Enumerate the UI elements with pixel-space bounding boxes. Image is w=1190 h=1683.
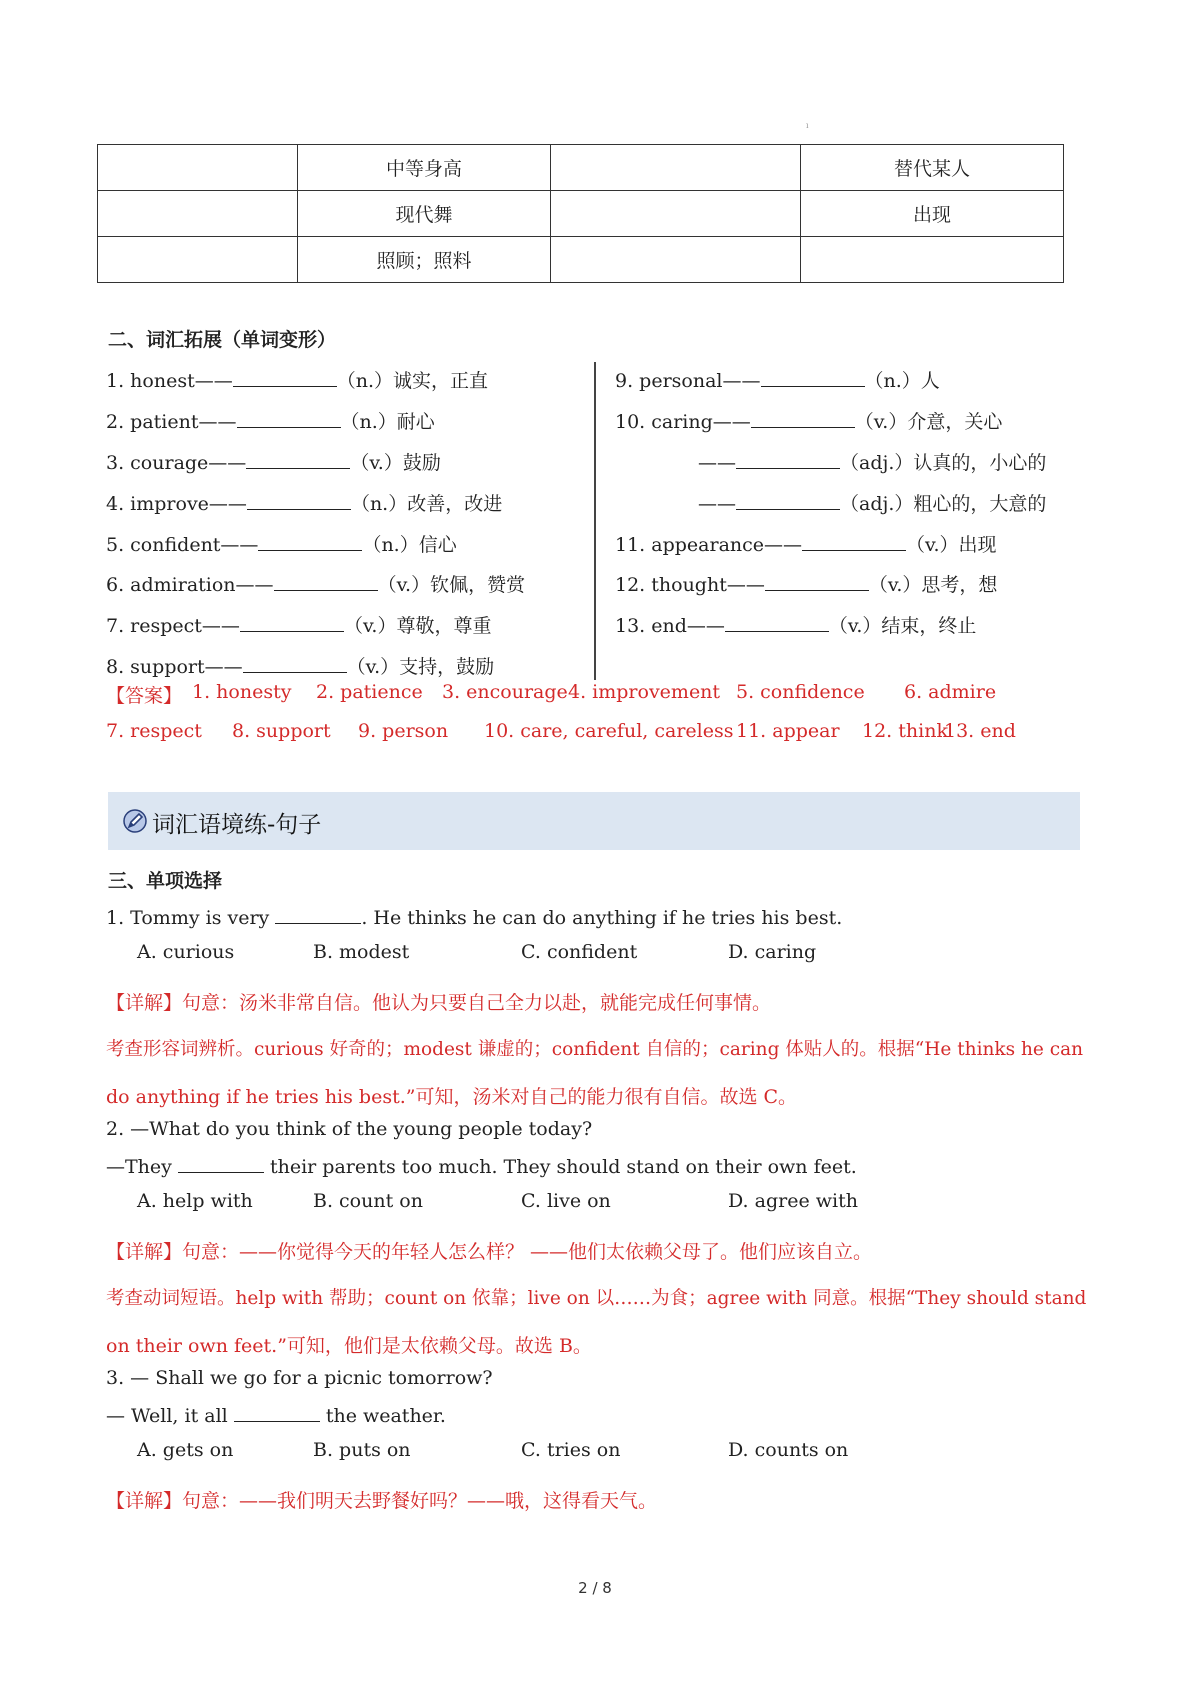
table-cell: 替代某人 — [801, 145, 1064, 191]
table-cell — [551, 191, 801, 237]
list-item — [615, 611, 976, 638]
item-gloss: （v.）出现 — [906, 534, 997, 556]
answer-blank[interactable] — [246, 450, 350, 469]
item-word: 8. support—— — [106, 656, 243, 678]
table-cell: 出现 — [801, 191, 1064, 237]
answer-blank[interactable] — [178, 1154, 264, 1173]
list-item — [106, 611, 491, 638]
answer-label: 【答案】 — [106, 685, 183, 707]
answer-item: 11. appear — [736, 720, 840, 742]
answer-blank[interactable] — [247, 491, 351, 510]
answer-blank[interactable] — [234, 1403, 320, 1422]
pencil-icon — [122, 808, 148, 834]
option-b[interactable]: B. puts on — [313, 1439, 411, 1461]
item-gloss: （v.）结束，终止 — [828, 615, 977, 637]
item-gloss: （adj.）粗心的，大意的 — [840, 493, 1047, 515]
answer-blank[interactable] — [240, 613, 344, 632]
table-cell — [98, 237, 298, 283]
item-word: —— — [698, 493, 736, 515]
answer-blank[interactable] — [802, 532, 906, 551]
answer-blank[interactable] — [736, 491, 840, 510]
list-item — [106, 448, 441, 475]
option-b[interactable]: B. modest — [313, 941, 410, 963]
item-gloss: （v.）介意，关心 — [854, 411, 1003, 433]
table-cell — [551, 145, 801, 191]
answer-item: 6. admire — [904, 681, 997, 703]
corner-mark: ı — [806, 121, 809, 130]
option-b[interactable]: B. count on — [313, 1190, 423, 1212]
answer-item: 3. encourage — [442, 681, 568, 703]
list-item — [615, 570, 997, 597]
list-item — [106, 366, 488, 393]
answer-item: 12. think — [862, 720, 948, 742]
explanation-text: 【详解】句意：——我们明天去野餐好吗？——哦，这得看天气。 — [106, 1490, 658, 1512]
answer-blank[interactable] — [765, 572, 869, 591]
stem-text: their parents too much. They should stand on their own feet. — [263, 1156, 857, 1178]
table-row — [98, 145, 1064, 191]
answer-item: 13. end — [944, 720, 1016, 742]
table-cell: 现代舞 — [298, 191, 551, 237]
list-item — [106, 652, 494, 679]
explanation-text: 【详解】句意：汤米非常自信。他认为只要自己全力以赴，就能完成任何事情。 — [106, 992, 772, 1014]
question-stem: 2. —What do you think of the young people today? — [106, 1118, 593, 1140]
list-item — [698, 489, 1046, 516]
item-gloss: （v.）尊敬，尊重 — [343, 615, 492, 637]
stem-text: 1. Tommy is very — [106, 907, 276, 929]
option-d[interactable]: D. counts on — [728, 1439, 849, 1461]
item-word: 1. honest—— — [106, 370, 233, 392]
section-banner — [108, 792, 1080, 850]
answer-blank[interactable] — [237, 409, 341, 428]
table-cell — [98, 191, 298, 237]
item-word: 7. respect—— — [106, 615, 240, 637]
answer-item: 2. patience — [316, 681, 423, 703]
section-heading: 二、词汇拓展（单词变形） — [108, 329, 337, 351]
stem-text: — Well, it all — [106, 1405, 234, 1427]
answer-item: 4. improvement — [568, 681, 721, 703]
item-gloss: （n.）信心 — [362, 534, 457, 556]
list-item — [106, 489, 502, 516]
item-gloss: （v.）鼓励 — [350, 452, 441, 474]
stem-text: . He thinks he can do anything if he tries his best. — [361, 907, 843, 929]
analysis-text: do anything if he tries his best.”可知，汤米对自己的能力很有自信。故选 C。 — [106, 1086, 798, 1108]
option-a[interactable]: A. curious — [137, 941, 235, 963]
item-word: 5. confident—— — [106, 534, 259, 556]
table-cell — [551, 237, 801, 283]
page-number: 2 / 8 — [578, 1579, 612, 1597]
answer-blank[interactable] — [258, 532, 362, 551]
answer-blank[interactable] — [274, 572, 378, 591]
answer-item: 7. respect — [106, 720, 202, 742]
column-divider — [594, 362, 596, 680]
vocab-table — [97, 144, 1064, 283]
item-word: 11. appearance—— — [615, 534, 803, 556]
answer-blank[interactable] — [751, 409, 855, 428]
list-item — [615, 530, 997, 557]
list-item — [106, 570, 525, 597]
item-gloss: （n.）人 — [864, 370, 940, 392]
item-word: 4. improve—— — [106, 493, 247, 515]
answer-blank[interactable] — [736, 450, 840, 469]
list-item — [615, 407, 1002, 434]
question-stem: 3. — Shall we go for a picnic tomorrow? — [106, 1367, 493, 1389]
item-gloss: （v.）思考，想 — [868, 574, 998, 596]
answer-blank[interactable] — [275, 905, 361, 924]
item-gloss: （n.）耐心 — [340, 411, 435, 433]
banner-title: 词汇语境练-句子 — [152, 812, 322, 838]
option-d[interactable]: D. caring — [728, 941, 817, 963]
item-gloss: （v.）支持，鼓励 — [346, 656, 495, 678]
answer-blank[interactable] — [761, 368, 865, 387]
item-word: —— — [698, 452, 736, 474]
analysis-text: 考查形容词辨析。curious 好奇的；modest 谦虚的；confident 自信的；caring 体贴人的。根据“He thinks he can — [106, 1039, 1084, 1060]
option-c[interactable]: C. tries on — [521, 1439, 621, 1461]
answer-item: 1. honesty — [192, 681, 292, 703]
list-item — [106, 530, 457, 557]
stem-text: the weather. — [319, 1405, 446, 1427]
item-word: 9. personal—— — [615, 370, 761, 392]
question-stem — [106, 1154, 857, 1178]
table-row — [98, 191, 1064, 237]
item-word: 10. caring—— — [615, 411, 751, 433]
item-word: 6. admiration—— — [106, 574, 274, 596]
answer-blank[interactable] — [233, 368, 337, 387]
item-gloss: （n.）改善，改进 — [350, 493, 503, 515]
answer-blank[interactable] — [725, 613, 829, 632]
analysis-text: 考查动词短语。help with 帮助；count on 依靠；live on 以……为食；agree with 同意。根据“They should stand — [106, 1288, 1087, 1309]
answer-blank[interactable] — [243, 654, 347, 673]
item-gloss: （n.）诚实，正直 — [336, 370, 488, 392]
table-row — [98, 237, 1064, 283]
item-gloss: （adj.）认真的，小心的 — [840, 452, 1047, 474]
question-stem — [106, 905, 842, 929]
item-word: 3. courage—— — [106, 452, 247, 474]
answer-item: 9. person — [358, 720, 449, 742]
table-cell — [801, 237, 1064, 283]
stem-text: —They — [106, 1156, 178, 1178]
answer-item: 10. care, careful, careless — [484, 720, 734, 742]
item-word: 12. thought—— — [615, 574, 765, 596]
item-gloss: （v.）钦佩，赞赏 — [377, 574, 526, 596]
option-c[interactable]: C. confident — [521, 941, 638, 963]
analysis-text: on their own feet.”可知，他们是太依赖父母。故选 B。 — [106, 1335, 592, 1357]
item-word: 2. patient—— — [106, 411, 237, 433]
list-item — [106, 407, 435, 434]
answer-item: 5. confidence — [736, 681, 865, 703]
section-heading: 三、单项选择 — [108, 870, 223, 892]
option-c[interactable]: C. live on — [521, 1190, 611, 1212]
answer-item: 8. support — [232, 720, 331, 742]
table-cell — [98, 145, 298, 191]
option-a[interactable]: A. help with — [137, 1190, 253, 1212]
question-stem — [106, 1403, 446, 1427]
explanation-text: 【详解】句意：——你觉得今天的年轻人怎么样？ ——他们太依赖父母了。他们应该自立。 — [106, 1241, 873, 1263]
option-d[interactable]: D. agree with — [728, 1190, 858, 1212]
item-word: 13. end—— — [615, 615, 725, 637]
option-a[interactable]: A. gets on — [137, 1439, 234, 1461]
list-item — [615, 366, 940, 393]
list-item — [698, 448, 1046, 475]
table-cell: 中等身高 — [298, 145, 551, 191]
table-cell: 照顾；照料 — [298, 237, 551, 283]
